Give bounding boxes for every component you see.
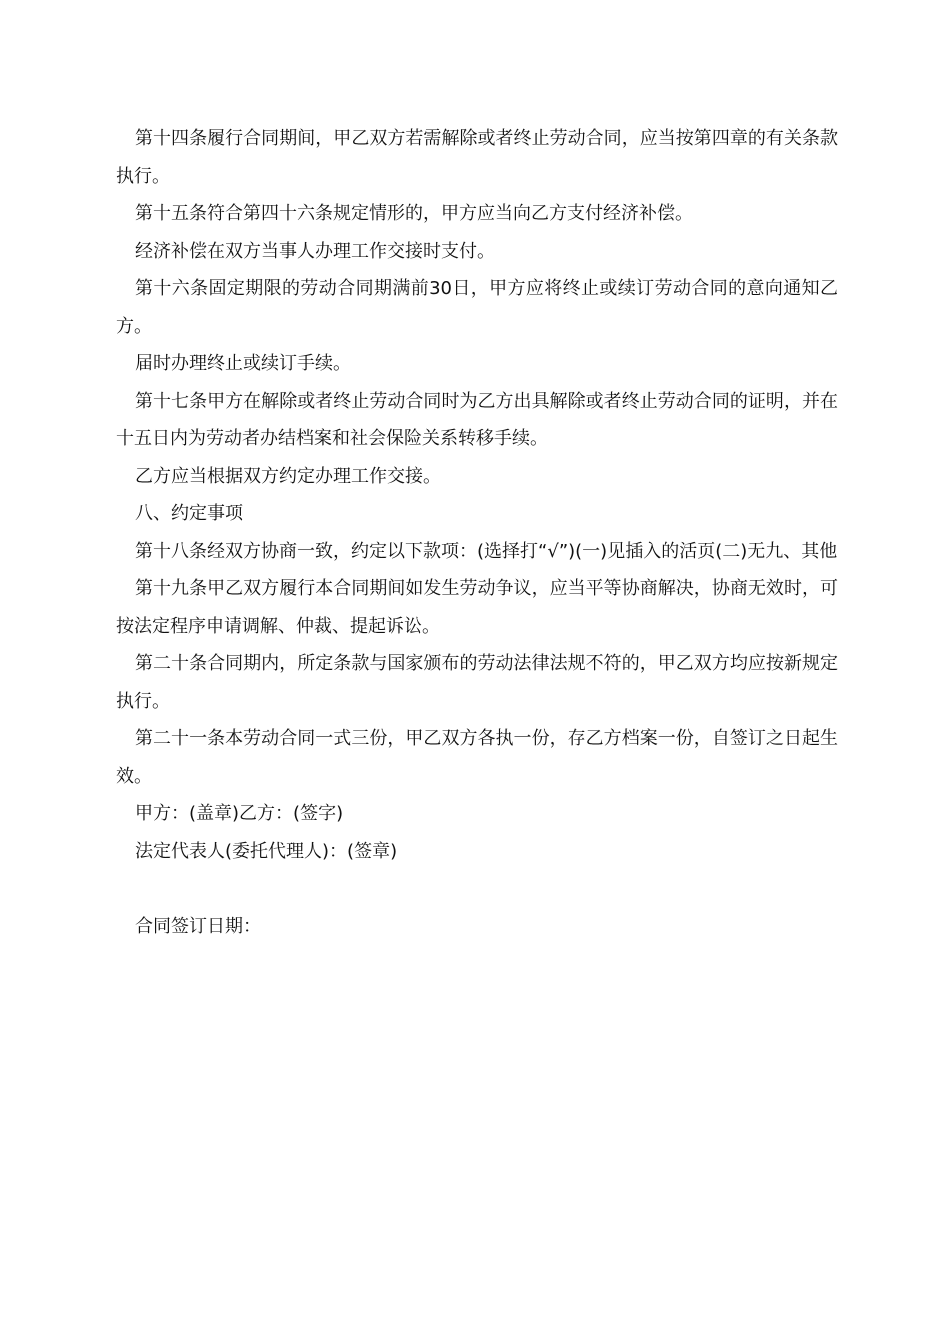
- article-20: 第二十条合同期内，所定条款与国家颁布的劳动法律法规不符的，甲乙双方均应按新规定执行。: [116, 653, 838, 712]
- article-14: 第十四条履行合同期间，甲乙双方若需解除或者终止劳动合同，应当按第四章的有关条款执行。: [116, 128, 838, 187]
- article-15: 第十五条符合第四十六条规定情形的，甲方应当向乙方支付经济补偿。: [135, 203, 693, 224]
- article-21: 第二十一条本劳动合同一式三份，甲乙双方各执一份，存乙方档案一份，自签订之日起生效。: [116, 728, 838, 787]
- renewal-note: 届时办理终止或续订手续。: [135, 353, 351, 374]
- document-body: [116, 120, 838, 946]
- signing-date-label: 合同签订日期：: [135, 916, 261, 937]
- section-eight-heading: 八、约定事项: [135, 503, 243, 524]
- article-16: 第十六条固定期限的劳动合同期满前30日，甲方应将终止或续订劳动合同的意向通知乙方。: [116, 278, 838, 337]
- article-19: 第十九条甲乙双方履行本合同期间如发生劳动争议，应当平等协商解决，协商无效时，可按法定程序申请调解、仲裁、提起诉讼。: [116, 578, 838, 637]
- handover-note: 乙方应当根据双方约定办理工作交接。: [135, 465, 441, 487]
- legal-representative-line: 法定代表人(委托代理人)：(签章): [135, 840, 398, 862]
- spacer: [116, 870, 838, 908]
- party-signature-line: 甲方：(盖章)乙方：(签字): [135, 803, 344, 824]
- compensation-note: 经济补偿在双方当事人办理工作交接时支付。: [135, 240, 495, 262]
- article-18: 第十八条经双方协商一致，约定以下款项：(选择打“√”)(一)见插入的活页(二)无九、其他: [135, 540, 838, 562]
- article-17: 第十七条甲方在解除或者终止劳动合同时为乙方出具解除或者终止劳动合同的证明，并在十五日内为劳动者办结档案和社会保险关系转移手续。: [116, 390, 838, 449]
